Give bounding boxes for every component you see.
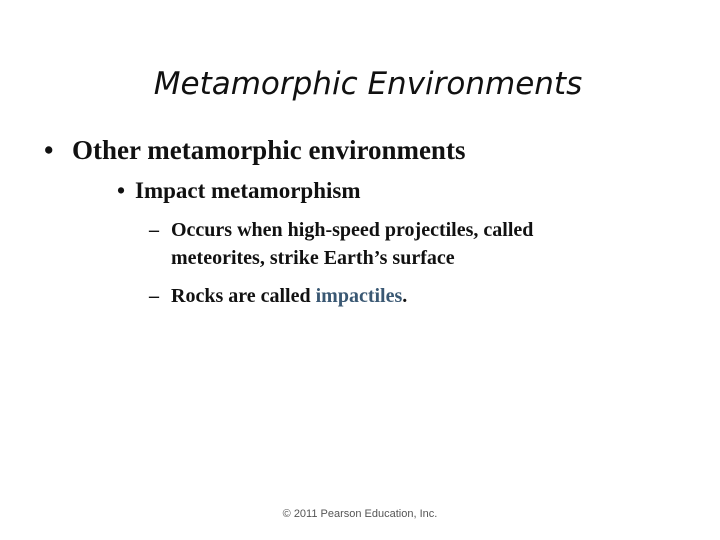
dash-icon: – bbox=[149, 219, 159, 241]
bullet-icon: • bbox=[117, 178, 126, 203]
bullet-icon: • bbox=[44, 135, 54, 165]
bullet-text: Other metamorphic environments bbox=[72, 135, 466, 165]
key-term: impactiles bbox=[315, 285, 403, 307]
dash-icon: – bbox=[149, 285, 159, 307]
sub-bullet-continuation: meteorites, strike Earth’s surface bbox=[171, 247, 455, 269]
bullet-level-2 bbox=[117, 178, 361, 204]
slide-title: Metamorphic Environments bbox=[153, 66, 583, 102]
sub-bullet bbox=[149, 282, 407, 310]
copyright-footer: © 2011 Pearson Education, Inc. bbox=[282, 508, 438, 520]
bullet-level-1 bbox=[44, 135, 465, 166]
sub-bullet-suffix: . bbox=[402, 285, 408, 307]
sub-bullet bbox=[149, 216, 533, 244]
sub-bullet-text: Occurs when high-speed projectiles, called bbox=[171, 219, 534, 241]
sub-bullet-text: Rocks are called bbox=[171, 285, 316, 307]
bullet-text: Impact metamorphism bbox=[135, 178, 361, 203]
